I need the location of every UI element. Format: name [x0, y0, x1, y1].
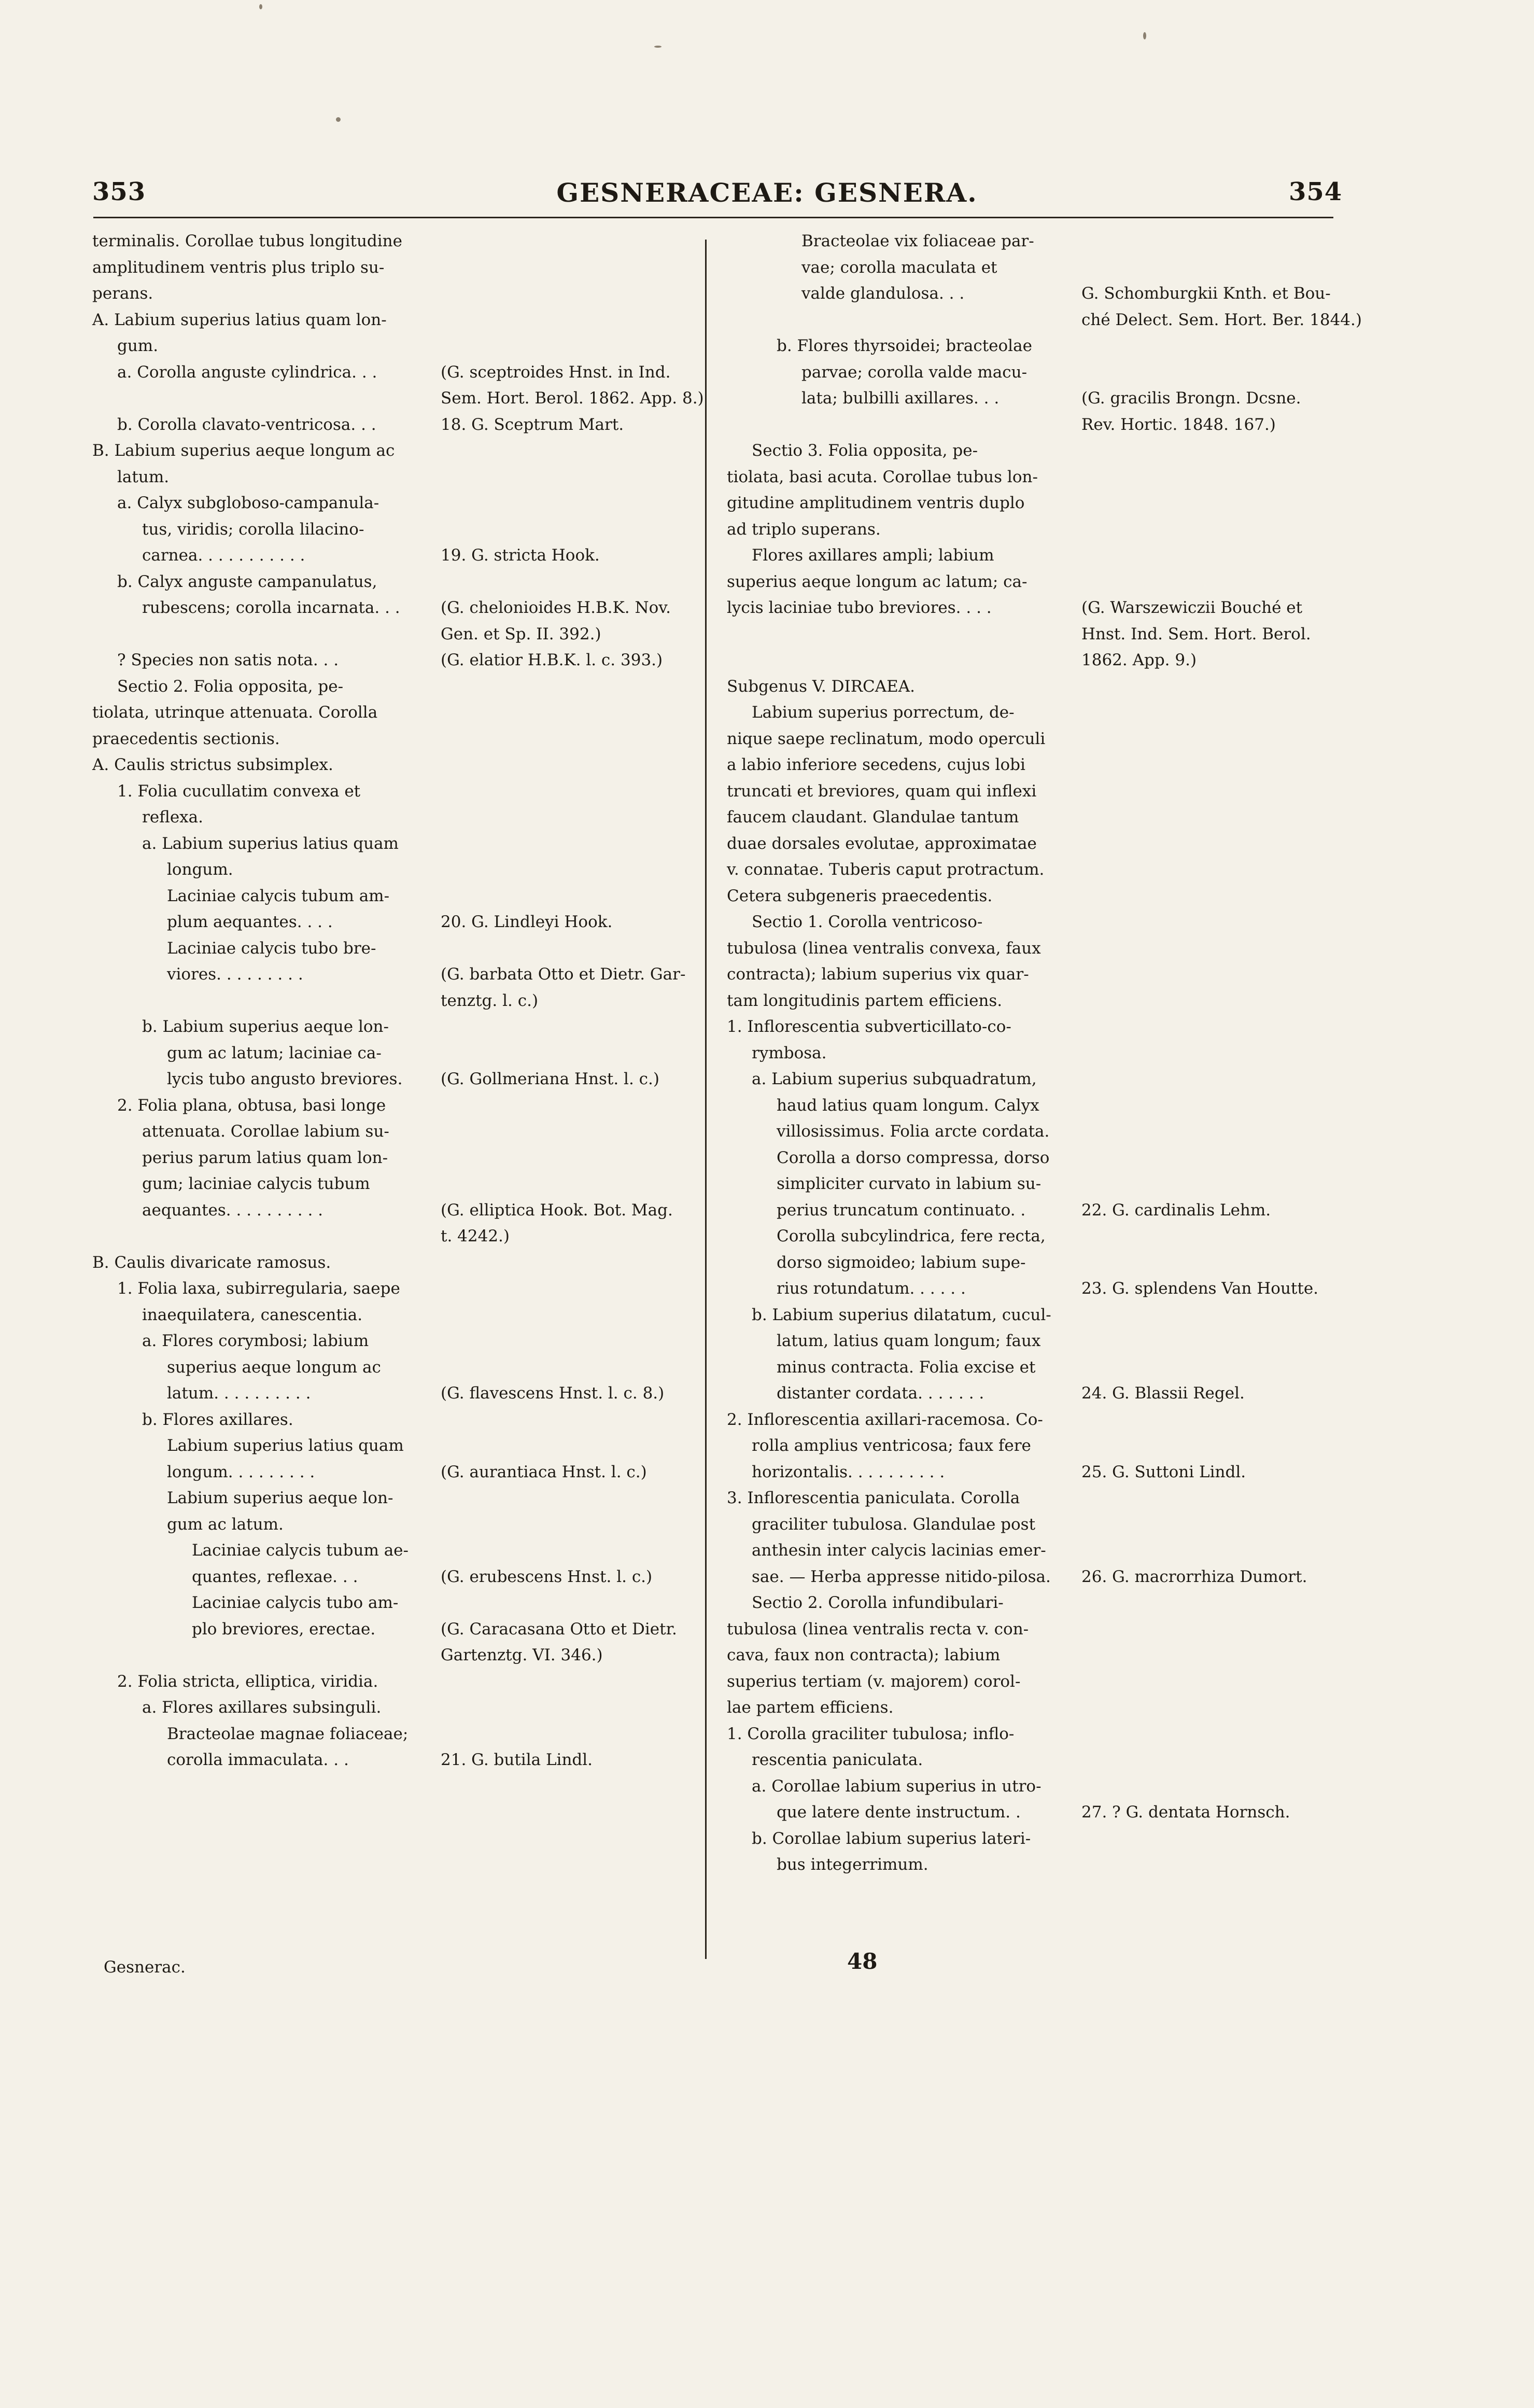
key-text: gum ac latum; laciniae ca- — [167, 1043, 382, 1062]
text-line — [727, 621, 1331, 648]
key-text: distanter cordata. . . . . . . — [777, 1384, 984, 1403]
text-line — [92, 438, 704, 464]
key-text: anthesin inter calycis lacinias emer- — [752, 1541, 1046, 1560]
text-line — [727, 1459, 1331, 1486]
text-line — [92, 1669, 704, 1695]
key-text: b. Corolla clavato-ventricosa. . . — [117, 415, 376, 434]
species-name: Gartenztg. VI. 346.) — [441, 1646, 603, 1664]
text-line — [727, 1433, 1331, 1459]
text-line — [92, 752, 704, 778]
key-text: lata; bulbilli axillares. . . — [801, 389, 1000, 408]
text-line — [727, 1223, 1331, 1250]
text-line — [92, 464, 704, 491]
text-line — [727, 1616, 1331, 1643]
text-line — [727, 1590, 1331, 1616]
text-line — [92, 1485, 704, 1511]
key-text: truncati et breviores, quam qui inflexi — [727, 781, 1037, 801]
key-text: Laciniae calycis tubum ae- — [192, 1541, 409, 1560]
key-text: b. Labium superius dilatatum, cucul- — [752, 1305, 1051, 1324]
species-name: (G. sceptroides Hnst. in Ind. — [441, 362, 671, 382]
key-text: gum. — [117, 337, 159, 355]
right-page-number: 354 — [1289, 177, 1343, 206]
key-text: que latere dente instructum. . — [777, 1803, 1021, 1822]
species-name: (G. elatior H.B.K. l. c. 393.) — [441, 651, 663, 669]
text-line — [727, 1537, 1331, 1564]
text-line — [92, 1197, 704, 1224]
text-line — [727, 883, 1331, 909]
text-line — [727, 1171, 1331, 1197]
text-line — [727, 1118, 1331, 1145]
key-text: Labium superius porrectum, de- — [752, 703, 1015, 722]
key-text: perius parum latius quam lon- — [142, 1148, 388, 1167]
species-name: (G. elliptica Hook. Bot. Mag. — [441, 1200, 673, 1220]
text-line — [92, 1564, 704, 1590]
key-text: Labium superius aeque lon- — [167, 1489, 393, 1507]
key-text: Subgenus V. DIRCAEA. — [727, 677, 916, 696]
key-text: 1. Folia laxa, subirregularia, saepe — [117, 1279, 400, 1298]
text-line — [92, 1040, 704, 1067]
key-text: villosissimus. Folia arcte cordata. — [777, 1122, 1050, 1141]
key-text: B. Caulis divaricate ramosus. — [92, 1253, 331, 1272]
text-line — [727, 1328, 1331, 1354]
key-text: 1. Inflorescentia subverticillato-co- — [727, 1017, 1011, 1036]
key-text: rymbosa. — [752, 1043, 827, 1062]
text-line — [92, 1223, 704, 1250]
text-line — [92, 1118, 704, 1145]
text-line — [92, 1747, 704, 1773]
text-line — [92, 909, 704, 935]
text-line — [727, 1511, 1331, 1538]
text-line — [92, 385, 704, 412]
species-name: 18. G. Sceptrum Mart. — [441, 415, 624, 434]
text-line — [727, 438, 1331, 464]
text-line — [727, 988, 1331, 1014]
key-text: tus, viridis; corolla lilacino- — [142, 520, 364, 539]
key-text: 2. Inflorescentia axillari-racemosa. Co- — [727, 1410, 1043, 1429]
key-text: tiolata, utrinque attenuata. Corolla — [92, 703, 378, 722]
text-line — [727, 359, 1331, 386]
key-text: valde glandulosa. . . — [801, 284, 965, 303]
key-text: latum. . . . . . . . . . — [167, 1384, 311, 1403]
text-line — [727, 1040, 1331, 1067]
species-name: 26. G. macrorrhiza Dumort. — [1081, 1567, 1307, 1586]
key-text: haud latius quam longum. Calyx — [777, 1096, 1039, 1115]
key-text: lae partem efficiens. — [727, 1698, 894, 1717]
key-text: tam longitudinis partem efficiens. — [727, 991, 1003, 1010]
key-text: a. Labium superius subquadratum, — [752, 1070, 1037, 1088]
text-line — [92, 935, 704, 962]
text-line — [727, 674, 1331, 700]
key-text: praecedentis sectionis. — [92, 729, 280, 748]
key-text: v. connatae. Tuberis caput protractum. — [727, 860, 1045, 879]
key-text: b. Corollae labium superius lateri- — [752, 1829, 1031, 1848]
key-text: plum aequantes. . . . — [167, 913, 333, 931]
text-line — [727, 542, 1331, 569]
text-line — [92, 1276, 704, 1302]
text-line — [92, 883, 704, 909]
key-text: tubulosa (linea ventralis convexa, faux — [727, 939, 1041, 958]
column-divider — [705, 240, 707, 1959]
text-line — [92, 569, 704, 595]
text-line — [727, 935, 1331, 962]
text-line — [92, 1302, 704, 1328]
key-text: b. Labium superius aeque lon- — [142, 1017, 389, 1036]
key-text: latum. — [117, 467, 170, 486]
key-text: vae; corolla maculata et — [801, 258, 997, 277]
text-line — [727, 307, 1362, 333]
text-line — [92, 647, 704, 674]
text-line — [92, 1721, 704, 1747]
key-text: gitudine amplitudinem ventris duplo — [727, 494, 1025, 512]
left-page-number: 353 — [92, 177, 146, 206]
species-name: Gen. et Sp. II. 392.) — [441, 624, 601, 643]
text-line — [92, 1145, 704, 1171]
key-text: inaequilatera, canescentia. — [142, 1305, 363, 1324]
header-rule — [93, 217, 1333, 218]
key-text: rius rotundatum. . . . . . — [777, 1279, 966, 1298]
key-text: lycis tubo angusto breviores. — [167, 1070, 403, 1088]
text-line — [92, 595, 704, 621]
text-line — [92, 1459, 704, 1486]
species-name: 22. G. cardinalis Lehm. — [1081, 1200, 1271, 1220]
text-line — [92, 412, 704, 438]
species-name: (G. erubescens Hnst. l. c.) — [441, 1567, 653, 1586]
text-line — [727, 961, 1331, 988]
species-name: Hnst. Ind. Sem. Hort. Berol. — [1081, 624, 1311, 643]
key-text: longum. . . . . . . . . — [167, 1462, 315, 1481]
text-line — [92, 1407, 704, 1433]
text-line — [92, 778, 704, 805]
key-text: simpliciter curvato in labium su- — [777, 1174, 1042, 1193]
species-name: 25. G. Suttoni Lindl. — [1081, 1462, 1246, 1481]
key-text: dorso sigmoideo; labium supe- — [777, 1253, 1026, 1272]
paper-speck — [1143, 32, 1146, 39]
key-text: plo breviores, erectae. — [192, 1619, 376, 1639]
species-name: (G. Caracasana Otto et Dietr. — [441, 1619, 677, 1639]
species-name: G. Schomburgkii Knth. et Bou- — [1081, 284, 1331, 303]
text-line — [727, 909, 1331, 935]
text-line — [92, 1066, 704, 1093]
text-line — [92, 1511, 704, 1538]
text-line — [727, 1145, 1331, 1171]
key-text: a. Labium superius latius quam — [142, 834, 399, 853]
text-line — [727, 1485, 1331, 1511]
species-name: 20. G. Lindleyi Hook. — [441, 913, 613, 931]
key-text: rescentia paniculata. — [752, 1751, 923, 1769]
text-line — [92, 307, 704, 333]
key-text: gum; laciniae calycis tubum — [142, 1174, 370, 1193]
text-line — [727, 333, 1331, 359]
text-line — [92, 1695, 704, 1721]
text-line — [727, 281, 1331, 307]
key-text: a. Corolla anguste cylindrica. . . — [117, 362, 377, 382]
key-text: sae. — Herba appresse nitido-pilosa. — [752, 1567, 1051, 1586]
species-name: (G. flavescens Hnst. l. c. 8.) — [441, 1384, 665, 1403]
species-name: Sem. Hort. Berol. 1862. App. 8.) — [441, 389, 704, 408]
text-line — [727, 726, 1331, 752]
signature-mark: Gesnerac. — [104, 1958, 186, 1977]
text-line — [727, 831, 1331, 857]
key-text: Bracteolae vix foliaceae par- — [801, 232, 1034, 250]
text-line — [92, 516, 704, 543]
text-line — [727, 1276, 1331, 1302]
key-text: aequantes. . . . . . . . . . — [142, 1200, 323, 1220]
text-line — [92, 621, 704, 648]
key-text: Laciniae calycis tubum am- — [167, 886, 390, 905]
key-text: rolla amplius ventricosa; faux fere — [752, 1436, 1031, 1455]
key-text: A. Caulis strictus subsimplex. — [92, 755, 333, 774]
key-text: a. Flores axillares subsinguli. — [142, 1698, 382, 1717]
species-name: 21. G. butila Lindl. — [441, 1751, 593, 1769]
paper-speck — [259, 4, 262, 9]
text-line — [92, 699, 704, 726]
species-name: (G. Gollmeriana Hnst. l. c.) — [441, 1070, 659, 1088]
species-name: (G. barbata Otto et Dietr. Gar- — [441, 965, 686, 984]
text-line — [92, 1250, 704, 1276]
key-text: quantes, reflexae. . . — [192, 1567, 358, 1586]
species-name: 24. G. Blassii Regel. — [1081, 1384, 1245, 1403]
text-line — [727, 1695, 1331, 1721]
key-text: gum ac latum. — [167, 1515, 284, 1534]
text-line — [92, 228, 704, 255]
text-line — [727, 1197, 1331, 1224]
key-text: 2. Folia plana, obtusa, basi longe — [117, 1096, 386, 1115]
text-line — [92, 1616, 704, 1643]
key-text: latum, latius quam longum; faux — [777, 1332, 1041, 1350]
text-line — [727, 1380, 1331, 1407]
key-text: rubescens; corolla incarnata. . . — [142, 598, 400, 617]
text-line — [727, 1407, 1331, 1433]
key-text: 1. Corolla graciliter tubulosa; inflo- — [727, 1724, 1015, 1743]
text-line — [727, 385, 1331, 412]
text-line — [727, 1747, 1331, 1773]
key-text: terminalis. Corollae tubus longitudine — [92, 232, 402, 250]
text-line — [92, 359, 704, 386]
key-text: 3. Inflorescentia paniculata. Corolla — [727, 1489, 1020, 1507]
key-text: horizontalis. . . . . . . . . . — [752, 1462, 945, 1481]
key-text: nique saepe reclinatum, modo operculi — [727, 729, 1046, 748]
key-text: A. Labium superius latius quam lon- — [92, 310, 387, 329]
key-text: Sectio 1. Corolla ventricoso- — [752, 913, 983, 931]
key-text: Bracteolae magnae foliaceae; — [167, 1724, 409, 1743]
text-line — [92, 857, 704, 883]
text-line — [727, 1354, 1331, 1381]
text-line — [727, 516, 1331, 543]
key-text: bus integerrimum. — [777, 1855, 928, 1874]
species-name: Rev. Hortic. 1848. 167.) — [1081, 415, 1276, 434]
key-text: Flores axillares ampli; labium — [752, 546, 994, 565]
key-text: b. Flores axillares. — [142, 1410, 293, 1429]
text-line — [727, 1721, 1331, 1747]
text-line — [92, 1171, 704, 1197]
text-line — [727, 490, 1331, 516]
text-line — [92, 988, 704, 1014]
key-text: Sectio 2. Corolla infundibulari- — [752, 1593, 1004, 1612]
text-line — [727, 255, 1331, 281]
text-line — [727, 752, 1331, 778]
species-name: (G. Warszewiczii Bouché et — [1081, 598, 1303, 617]
key-text: corolla immaculata. . . — [167, 1751, 349, 1769]
species-name: 27. ? G. dentata Hornsch. — [1081, 1803, 1290, 1822]
key-text: superius aeque longum ac latum; ca- — [727, 572, 1028, 591]
paper-speck — [654, 46, 662, 48]
key-text: Cetera subgeneris praecedentis. — [727, 886, 993, 905]
key-text: a. Calyx subgloboso-campanula- — [117, 494, 379, 512]
key-text: faucem claudant. Glandulae tantum — [727, 808, 1019, 827]
text-line — [727, 1250, 1331, 1276]
key-text: carnea. . . . . . . . . . . — [142, 546, 305, 565]
text-line — [727, 1669, 1331, 1695]
key-text: amplitudinem ventris plus triplo su- — [92, 258, 385, 277]
key-text: Corolla a dorso compressa, dorso — [777, 1148, 1050, 1167]
text-line — [92, 1537, 704, 1564]
text-line — [727, 228, 1331, 255]
text-line — [92, 674, 704, 700]
text-line — [727, 1826, 1331, 1852]
key-text: ad triplo superans. — [727, 520, 881, 539]
text-line — [727, 1773, 1331, 1800]
text-line — [727, 595, 1331, 621]
text-line — [727, 1799, 1331, 1826]
text-line — [727, 647, 1331, 674]
text-line — [92, 1328, 704, 1354]
text-line — [92, 1014, 704, 1040]
species-name: t. 4242.) — [441, 1227, 510, 1245]
text-line — [92, 1642, 704, 1669]
key-text: 1. Folia cucullatim convexa et — [117, 781, 361, 801]
text-line — [727, 857, 1331, 883]
text-line — [92, 1590, 704, 1616]
text-line — [727, 412, 1331, 438]
text-line — [92, 804, 704, 831]
text-line — [727, 569, 1331, 595]
text-line — [727, 1014, 1331, 1040]
key-text: perans. — [92, 284, 153, 303]
key-text: lycis laciniae tubo breviores. . . . — [727, 598, 992, 617]
key-text: a. Flores corymbosi; labium — [142, 1332, 369, 1350]
key-text: tiolata, basi acuta. Corollae tubus lon- — [727, 467, 1038, 486]
key-text: Laciniae calycis tubo am- — [192, 1593, 399, 1612]
text-line — [92, 281, 704, 307]
key-text: longum. — [167, 860, 233, 879]
key-text: Sectio 2. Folia opposita, pe- — [117, 677, 344, 696]
key-text: b. Calyx anguste campanulatus, — [117, 572, 377, 591]
text-line — [92, 961, 704, 988]
species-name: (G. chelonioides H.B.K. Nov. — [441, 598, 671, 617]
text-line — [727, 1564, 1331, 1590]
text-line — [727, 1642, 1331, 1669]
text-line — [727, 1302, 1331, 1328]
paper-speck — [336, 117, 341, 122]
text-line — [727, 464, 1331, 491]
text-line — [92, 1093, 704, 1119]
text-line — [727, 1066, 1331, 1093]
key-text: tubulosa (linea ventralis recta v. con- — [727, 1619, 1029, 1639]
key-text: B. Labium superius aeque longum ac — [92, 441, 395, 460]
text-line — [727, 1093, 1331, 1119]
text-line — [727, 699, 1331, 726]
key-text: Laciniae calycis tubo bre- — [167, 939, 376, 958]
key-text: viores. . . . . . . . . — [167, 965, 303, 984]
signature-number: 48 — [847, 1949, 878, 1974]
key-text: a. Corollae labium superius in utro- — [752, 1776, 1042, 1796]
key-text: contracta); labium superius vix quar- — [727, 965, 1029, 984]
species-name: ché Delect. Sem. Hort. Ber. 1844.) — [1081, 310, 1362, 329]
text-line — [92, 490, 704, 516]
text-line — [92, 1433, 704, 1459]
key-text: b. Flores thyrsoidei; bracteolae — [777, 337, 1032, 355]
key-text: 2. Folia stricta, elliptica, viridia. — [117, 1672, 378, 1691]
key-text: superius aeque longum ac — [167, 1357, 381, 1377]
text-line — [727, 778, 1331, 805]
key-text: Sectio 3. Folia opposita, pe- — [752, 441, 978, 460]
species-name: tenztg. l. c.) — [441, 991, 539, 1010]
text-line — [92, 542, 704, 569]
key-text: graciliter tubulosa. Glandulae post — [752, 1515, 1036, 1534]
key-text: Corolla subcylindrica, fere recta, — [777, 1227, 1046, 1245]
species-name: (G. gracilis Brongn. Dcsne. — [1081, 389, 1301, 408]
species-name: 19. G. stricta Hook. — [441, 546, 600, 565]
running-title: GESNERACEAE: GESNERA. — [556, 177, 978, 208]
key-text: attenuata. Corollae labium su- — [142, 1122, 389, 1141]
left-column — [92, 228, 704, 1773]
species-name: (G. aurantiaca Hnst. l. c.) — [441, 1462, 647, 1481]
key-text: duae dorsales evolutae, approximatae — [727, 834, 1037, 853]
key-text: a labio inferiore secedens, cujus lobi — [727, 755, 1025, 774]
species-name: 1862. App. 9.) — [1081, 651, 1197, 669]
text-line — [92, 726, 704, 752]
key-text: cava, faux non contracta); labium — [727, 1646, 1001, 1664]
text-line — [92, 255, 704, 281]
right-column — [727, 228, 1362, 1878]
key-text: parvae; corolla valde macu- — [801, 362, 1028, 382]
key-text: superius tertiam (v. majorem) corol- — [727, 1672, 1021, 1691]
key-text: Labium superius latius quam — [167, 1436, 404, 1455]
key-text: ? Species non satis nota. . . — [117, 651, 339, 669]
text-line — [727, 804, 1331, 831]
text-line — [92, 1380, 704, 1407]
text-line — [92, 831, 704, 857]
key-text: minus contracta. Folia excise et — [777, 1357, 1036, 1377]
key-text: reflexa. — [142, 808, 204, 827]
species-name: 23. G. splendens Van Houtte. — [1081, 1279, 1319, 1298]
text-line — [92, 333, 704, 359]
key-text: perius truncatum continuato. . — [777, 1200, 1026, 1220]
text-line — [92, 1354, 704, 1381]
text-line — [727, 1852, 1331, 1878]
